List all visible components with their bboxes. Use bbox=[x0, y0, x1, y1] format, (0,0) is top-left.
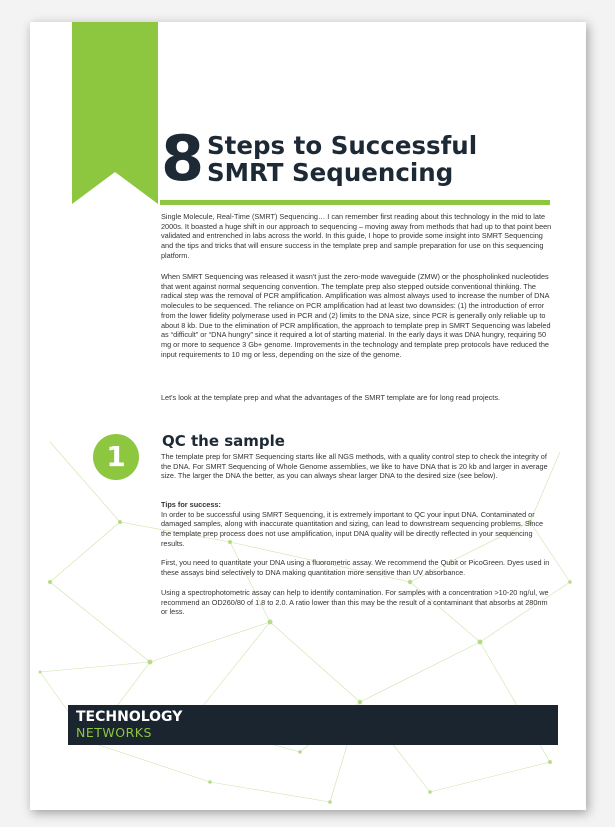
step-paragraph-3: Using a spectrophotometric assay can help to identify contamination. For samples with a concentration >10-20 ng/ul, we recommend an OD260/80 of 1.8 to 2.0. A ratio lower than this may be the result of a contaminant that absorbs at 280nm or less. bbox=[161, 588, 549, 617]
technology-networks-logo-bar bbox=[68, 705, 558, 745]
intro-paragraph-1: Single Molecule, Real-Time (SMRT) Sequencing… I can remember first reading about this technology in the mid to late 2000s. It boasted a huge shift in our approach to sequencing – moving away from methods that had up to that point been validated and entrenched in labs across the world. In this guide, I hope to provide some insight into SMRT Sequencing and the tips and tricks that will ensure success in the template prep and sample preparation for use on this sequencing platform. bbox=[161, 212, 552, 260]
logo-text-technology: TECHNOLOGY bbox=[76, 709, 183, 725]
intro-paragraph-2: When SMRT Sequencing was released it wasn't just the zero-mode waveguide (ZMW) or the phospholinked nucleotides that went against normal sequencing convention. The template prep also stepped outside conventional thinking. The radical step was the removal of PCR amplification. Amplification was almost always used to increase the number of DNA molecules to be sequenced. The reliance on PCR amplification had at least two downsides: (1) the introduction of error from the lower fidelity polymerase used in PCR and (2) limits to the DNA size, since PCR is generally only reliable up to about 8 kb. Due to the elimination of PCR amplification, the approach to template prep in SMRT Sequencing was labeled as “difficult” or “DNA hungry” since it required a lot of starting material. In the early days it was DNA hungry, requiring 50 mg or more to sequence 3 Gb+ genome. Improvements in the technology and template prep protocols have reduced the input requirements to 10 mg or less, depending on the size of the genome. bbox=[161, 272, 551, 359]
step-number-badge: 1 bbox=[93, 434, 139, 480]
intro-paragraph-3: Let's look at the template prep and what the advantages of the SMRT template are for long read projects. bbox=[161, 393, 501, 402]
step-paragraph-1: The template prep for SMRT Sequencing starts like all NGS methods, with a quality control step to check the integrity of the DNA. For SMRT Sequencing of Whole Genome assemblies, we like to have DNA that is 20 kb and larger in average size. The larger the DNA the better, as you can always shear larger DNA to the desired size (see below). bbox=[161, 452, 548, 481]
logo-text-networks: NETWORKS bbox=[76, 725, 152, 740]
title-underline bbox=[160, 200, 550, 205]
green-bookmark-ribbon bbox=[72, 22, 158, 204]
title-line-2: SMRT Sequencing bbox=[207, 158, 454, 187]
step-title: QC the sample bbox=[162, 432, 285, 450]
tips-section bbox=[161, 500, 553, 549]
title-number: 8 bbox=[161, 122, 203, 195]
tips-heading: Tips for success: bbox=[161, 500, 221, 509]
title-line-1: Steps to Successful bbox=[207, 131, 478, 160]
document-page bbox=[30, 22, 586, 810]
step-paragraph-2: First, you need to quantitate your DNA using a fluorometric assay. We recommend the Qubit or PicoGreen. Dyes used in these assays bind selectively to DNA making quantitation more sensitive than UV absorbance. bbox=[161, 558, 550, 577]
page-title bbox=[207, 132, 477, 186]
tips-text: In order to be successful using SMRT Sequencing, it is extremely important to QC your input DNA. Contaminated or damaged samples, along with inaccurate quantitation and sizing, can lead to downstream sequencing problems. Since the template prep process does not use amplification, input DNA quality will be directly reflected in your sequencing results. bbox=[161, 509, 544, 548]
